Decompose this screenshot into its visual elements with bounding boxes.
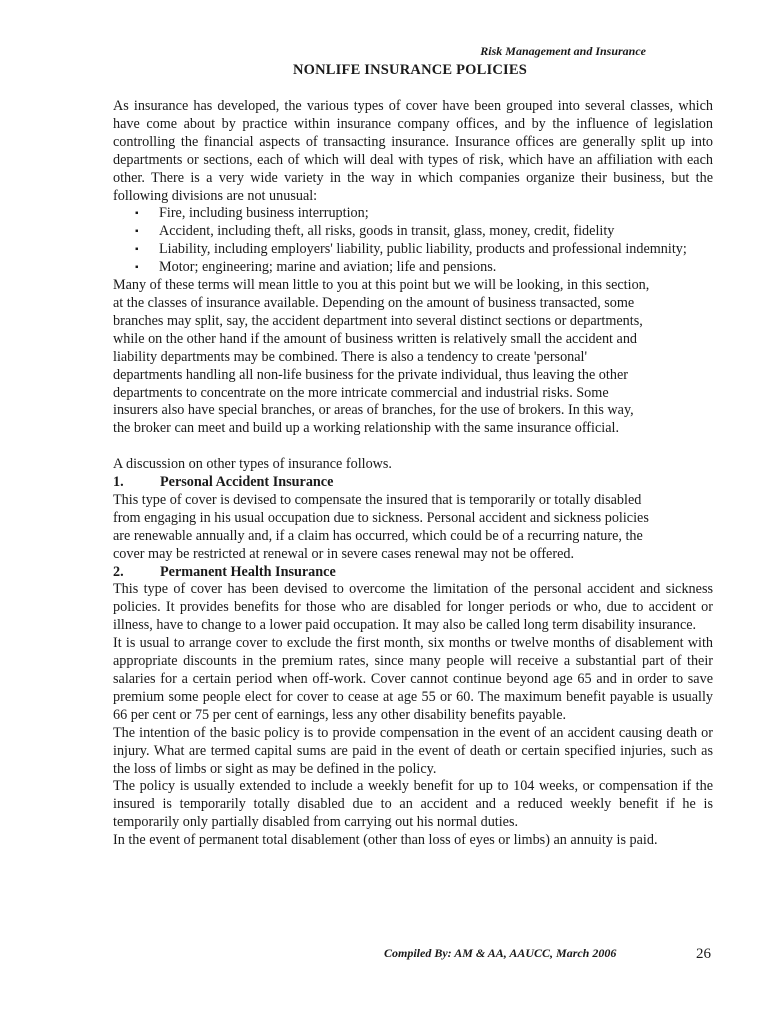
section-number: 1. xyxy=(113,474,124,491)
divisions-list xyxy=(113,205,713,277)
section-1-paragraph: This type of cover is devised to compensate the insured that is temporarily or totally disabled from engaging in his usual occupation due to sickness. Personal accident and sickness policies are renewable annually and, if a claim has occurred, which could be of a recurring nature, the cover may be restricted at renewal or in severe cases renewal may not be offered. xyxy=(113,491,649,562)
list-item: ▪ Liability, including employers' liability, public liability, products and professional indemnity; xyxy=(135,241,687,258)
section-2-paragraph: This type of cover has been devised to overcome the limitation of the personal accident and sickness policies. It provides benefits for those who are disabled for longer periods or who, due to accident or illness, have to change to a lower paid occupation. It may also be called long term disability insurance. xyxy=(113,581,713,634)
document-body xyxy=(113,98,713,850)
bullet-icon: ▪ xyxy=(135,208,139,220)
intro-paragraph: As insurance has developed, the various types of cover have been grouped into several classes, which have come about by practice within insurance company offices, and by the influence of legislation controlling the financial aspects of transacting insurance. Insurance offices are generally split up into departments or sections, each of which will deal with types of risk, which have an affiliation with each other. There is a very wide variety in the way in which companies organize their business, but the following divisions are not unusual: xyxy=(113,98,713,204)
section-2-paragraph: The intention of the basic policy is to provide compensation in the event of an accident causing death or injury. What are termed capital sums are paid in the event of death or certain specified injuries, such as the loss of limbs or sight as may be defined in the policy. xyxy=(113,724,713,777)
section-2-paragraph: In the event of permanent total disablement (other than loss of eyes or limbs) an annuity is paid. xyxy=(113,832,658,849)
section-2-paragraph: The policy is usually extended to include a weekly benefit for up to 104 weeks, or compensation if the insured is temporarily totally disabled due to an accident and a reduced weekly benefit if he is temporarily only partially disabled from carrying out his normal duties. xyxy=(113,778,713,831)
bullet-icon: ▪ xyxy=(135,262,139,274)
discussion-line: A discussion on other types of insurance follows. xyxy=(113,456,392,473)
list-item: ▪ Fire, including business interruption; xyxy=(135,205,369,222)
section-title: Personal Accident Insurance xyxy=(160,474,334,491)
blank-line xyxy=(113,438,713,456)
running-header: Risk Management and Insurance xyxy=(480,44,646,58)
footer-compiled-by: Compiled By: AM & AA, AAUCC, March 2006 xyxy=(384,946,617,960)
bullet-icon: ▪ xyxy=(135,244,139,256)
list-item: ▪ Motor; engineering; marine and aviation; life and pensions. xyxy=(135,259,497,276)
section-heading-1 xyxy=(113,474,713,492)
section-number: 2. xyxy=(113,563,124,580)
page-number: 26 xyxy=(696,946,711,962)
section-title: Permanent Health Insurance xyxy=(160,563,336,580)
branches-paragraph: Many of these terms will mean little to you at this point but we will be looking, in this section, at the classes of insurance available. Depending on the amount of business transacted, some branches may split, say, the accident department into several distinct sections or departments, while on the other hand if the amount of business written is relatively small the accident and liability departments may be combined. There is also a tendency to create 'personal' departments handling all non-life business for the private individual, thus leaving the other departments to concentrate on the more intricate commercial and industrial risks. Some insurers also have special branches, or areas of branches, for the use of brokers. In this way, the broker can meet and build up a working relationship with the same insurance official. xyxy=(113,277,650,437)
section-heading-2 xyxy=(113,564,713,582)
bullet-icon: ▪ xyxy=(135,226,139,238)
list-item: ▪ Accident, including theft, all risks, goods in transit, glass, money, credit, fidelity xyxy=(135,223,615,240)
page-title: NONLIFE INSURANCE POLICIES xyxy=(292,62,528,78)
section-2-paragraph: It is usual to arrange cover to exclude the first month, six months or twelve months of disablement with appropriate discounts in the premium rates, since many people will receive a substantial part of their salaries for a certain period when off-work. Cover cannot continue beyond age 65 and in order to save premium some people elect for cover to cease at age 55 or 60. The maximum benefit payable is usually 66 per cent or 75 per cent of earnings, less any other disability benefits payable. xyxy=(113,635,713,723)
